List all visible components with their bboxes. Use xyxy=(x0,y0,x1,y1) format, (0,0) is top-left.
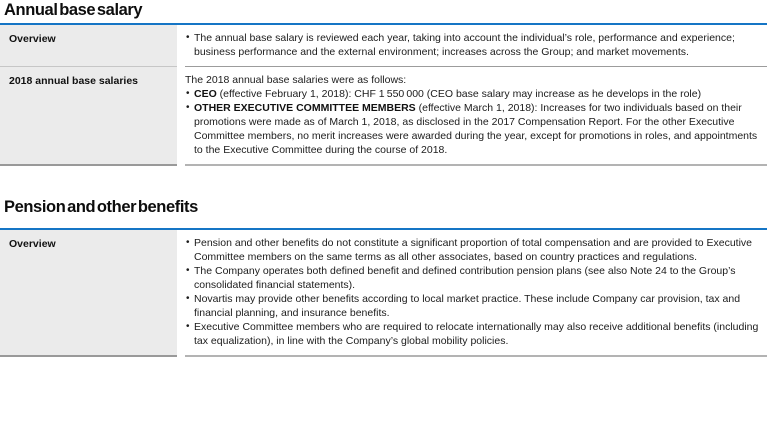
section-title: Pension and other benefits xyxy=(4,198,198,216)
bullet-icon: • xyxy=(186,237,190,248)
bullet-text: Executive Committee members who are required to relocate internationally may also receive additional benefits (including tax equalization), in line with the Company’s global mobility policies. xyxy=(194,321,759,347)
bullet-item xyxy=(185,320,763,348)
table-row xyxy=(0,230,767,357)
section-title: Annual base salary xyxy=(4,1,143,19)
bullet-text: (effective March 1, 2018): Increases for two individuals based on their promotions were made as of March 1, 2018, as disclosed in the 2017 Compensation Report. For the other Executive Committee members, no merit increases were awarded during the year, except for promotions in roles, and appointments to the Executive Committee during the course of 2018. xyxy=(194,102,758,156)
row-label: Overview xyxy=(0,25,177,67)
bullet-text: Pension and other benefits do not constitute a significant proportion of total compensation and are provided to Executive Committee members on the same terms as all other associates, based on country practices and regulations. xyxy=(194,237,753,263)
column-gap xyxy=(177,25,185,67)
bullet-item xyxy=(185,31,763,59)
row-label: Overview xyxy=(0,230,177,357)
row-content xyxy=(185,67,767,166)
bullet-icon: • xyxy=(186,102,190,113)
bullet-text: (effective February 1, 2018): CHF 1 550 000 (CEO base salary may increase as he develops in the role) xyxy=(216,88,702,100)
bullet-text: The Company operates both defined benefit and defined contribution pension plans (see also Note 24 to the Group’s consolidated financial statements). xyxy=(194,265,736,291)
bullet-item xyxy=(185,101,763,157)
row-label: 2018 annual base salaries xyxy=(0,67,177,166)
bullet-icon: • xyxy=(186,265,190,276)
bullet-icon: • xyxy=(186,88,190,99)
section-table xyxy=(0,25,767,166)
bullet-item xyxy=(185,236,763,264)
row-content xyxy=(185,25,767,67)
bullet-item xyxy=(185,292,763,320)
bullet-icon: • xyxy=(186,321,190,332)
bullet-item xyxy=(185,87,763,101)
column-gap xyxy=(177,67,185,166)
section-table xyxy=(0,230,767,357)
table-row xyxy=(0,25,767,67)
bullet-lead: OTHER EXECUTIVE COMMITTEE MEMBERS xyxy=(194,102,416,114)
row-content xyxy=(185,230,767,357)
bullet-icon: • xyxy=(186,293,190,304)
bullet-icon: • xyxy=(186,32,190,43)
column-gap xyxy=(177,230,185,357)
bullet-lead: CEO xyxy=(194,88,217,100)
bullet-item xyxy=(185,264,763,292)
bullet-text: The annual base salary is reviewed each year, taking into account the individual’s role, performance and experience; business performance and the external environment; increases across the Group; and market movements. xyxy=(194,32,735,58)
intro-text: The 2018 annual base salaries were as follows: xyxy=(185,74,407,86)
section-pension-and-other-benefits xyxy=(0,199,767,357)
bullet-text: Novartis may provide other benefits according to local market practice. These include Company car provision, tax and financial planning, and insurance benefits. xyxy=(194,293,741,319)
section-annual-base-salary xyxy=(0,0,767,166)
table-row xyxy=(0,67,767,166)
